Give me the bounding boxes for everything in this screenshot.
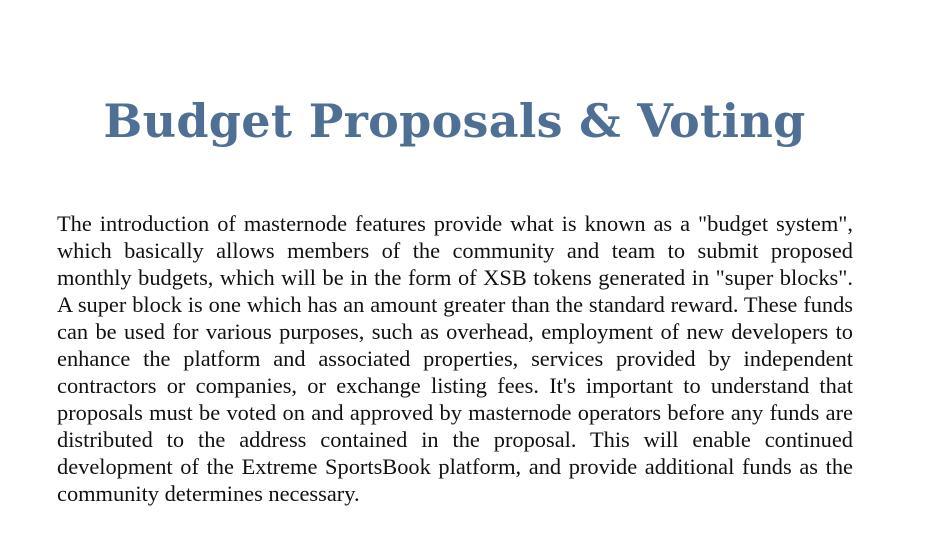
body-paragraph: The introduction of masternode features provide what is known as a "budget system", which basically allows members of the community and team to submit proposed monthly budgets, which will be in the form of XSB tokens generated in "super blocks". A super block is one which has an amount greater than the standard reward. These funds can be used for various purposes, such as overhead, employment of new developers to enhance the platform and associated properties, services provided by independent contractors or companies, or exchange listing fees. It's important to understand that proposals must be voted on and approved by masternode operators before any funds are distributed to the address contained in the proposal. This will enable continued development of the Extreme SportsBook platform, and provide additional funds as the community determines necessary. <box>57 211 853 506</box>
page-title: Budget Proposals & Voting <box>103 94 806 148</box>
